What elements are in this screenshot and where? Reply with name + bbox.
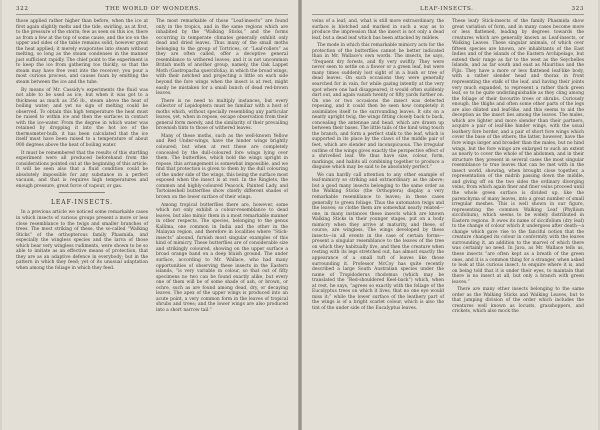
paragraph: In a previous article we noticed some remarkable cases in which insects of various groups present a more or less close resemblance to the twigs and smaller branches of trees. The most striking of these, the so-called “Walking Sticks” of the orthopterous family Phasmida, and especially the wingless species and the larva of those which bear very wingless rudiments, were shown to be so able to imitate as an effective means of protection, that they are as an adaptive defence in everybody; but in the pattern in which they feed; yet of its unusual adaptation when among the foliage in which they feed. (16, 210, 148, 271)
section-rule (59, 192, 105, 193)
running-head-left (16, 6, 288, 15)
running-title: LEAF-INSECTS. (419, 6, 474, 12)
left-column-1 (16, 19, 148, 315)
paragraph: There is no need to multiply instances, but every collector of Lepidoptera must be familiar with a host of moths which, without specially resembling any particular leaves, yet, when in repose, escape observation from their general form merely, and the similarity of their prevailing brownish tints to those of withered leaves. (156, 98, 288, 132)
left-column-2 (156, 19, 288, 315)
left-page (2, 0, 298, 430)
paragraph: By means of Mr. Cassidy's experiments the fluid was not able to be used as ice; but when it was got to a thickness as much as 356 lb., steam above the heat of boiling water; and yet no sign of melting could be observed. To obtain this high temperature the heat must be raised to within ice and then the surfaces in contact with the ice-water. From the degree in which water was retained by dropping it into the hot ice of the thermometer-bulb, it has been calculated that the ice itself must have been raised to a temperature of about 900 degrees above the heat of boiling water. (16, 87, 148, 149)
page-number: 323 (571, 6, 584, 12)
right-page (302, 0, 598, 430)
left-page-columns (16, 19, 288, 315)
paragraph: veins of a leaf; and, what is still more extraordinary, the surface is blotched and marked in such a way as to produce the impression that the insect is not only a dead leaf, but a dead leaf which has been attacked by mildew. (312, 19, 444, 41)
paragraph: The mode in which this remarkable mimicry acts for the protection of the butterflies cannot be better indicated than in Mr. Wallace's own words. The insects, he says, “frequent dry forests, and fly very swiftly. They were never seen to settle on a flower or a green leaf, but were many times suddenly lost sight of in a bush or tree of dead leaves. On such occasions they were generally searched for in vain, for while gazing intently at the very spot where one had disappeared, it would often suddenly dart out, and again vanish twenty or fifty yards further on. On one or two occasions the insect was detected reposing, and it could then be seen how completely it assimilates itself to the surrounding leaves. It sits on a nearly upright twig, the wings fitting closely back to back, concealing the antennae and head, which are drawn up between their bases. The little tails of the hind wing touch the branch, and form a perfect stalk to the leaf, which is supported in its place by the claws of the middle pair of feet, which are slender and inconspicuous. The irregular outline of the wings gives exactly the perspective effect of a shrivelled leaf. We thus have size, colour, form, markings, and habits all combining together to produce a disguise which may be said to be absolutely perfect.” (312, 43, 444, 171)
running-title: THE WORLD OF WONDERS. (105, 6, 201, 12)
paragraph: Among tropical butterflies there are, however, some which not only exhibit a colour-resemblance to dead leaves, but also mimic them in a most remarkable manner in other respects. The species, belonging to the genus Kallima, one common in India and the other in the Malayan region, and therefore in localities where “Stick-insects” abound, furnish most singular examples of this kind of mimicry. These butterflies are of considerable size and strikingly coloured, showing on the upper surface a broad orange band on a deep bluish ground. The under surface, according to Mr. Wallace, who had many opportunities of observing these insects in the Eastern islands, “is very variable in colour, so that out of fifty specimens no two can be found exactly alike, but every one of them will be of some shade of ash, or brown, or ochre, such as are found among dead, dry, or decaying leaves. The apex of the upper wings is produced into an acute point, a very common form in the leaves of tropical shrubs and trees; and the lower wings are also produced into a short narrow tail.” (156, 202, 288, 313)
page-number: 322 (16, 6, 29, 12)
right-column-1 (312, 19, 444, 317)
section-heading: LEAF-INSECTS. (50, 199, 114, 207)
paragraph: These leafy Stick-insects of the family Phasmida show great variation of form, and in many cases become more or less flattened, leading by degrees towards the creatures which are generally known as Leaf-insects, or Walking Leaves. These singular animals, of which over fifteen species are known, are inhabitants of the East Indies and of the islands of the Eastern Archipelago, but extend their range as far to the west as the Seychelles Islands, and as far south and east as Mauritius and the Fijis. They have a more or less flattened leaf-like body, with a rather slender head and thorax in front representing the stalk of the leaf, and having their joints very much expanded, to represent a rather thick green leaf, so to be quite undistinguishable as they cling among the foliage of their favourite trees or shrubs. Curiously enough, the thighs and often some other parts of the legs are also dilated and leaf-like, and this seems to aid the deception as the insect lies among the leaves. The males, which are lighter and more slender than their partners, acquire a pair of leaf-like hinder wings, with the usual leathery fore border, and a pair of short fore wings which cover the base of the others; the latter, however, have the fore wings larger and broader than the males, but no hind wings, but the fore wings are enlarged to such an extent as nearly to cover the whole of the abdomen, and in their structure they present in several cases the most singular resemblance to true leaves that can be met with in the insect world, showing, when brought close together, a representation of the midrib passing down the middle, and giving off on the two sides the ordinary diverging veins, from which again finer and finer veins proceed until the whole green surface is divided up, like the parenchyma of many leaves, into a great number of small irregular meshes. This is well shown in our figure, representing the common Walking Leaf (Phyllium siccifolium), which seems to be widely distributed in Eastern regions. It owes its name of siccifolium (dry leaf) to the change of colour which it undergoes after death—a change which gave rise to the fanciful notion that the creature changed its colour in conformity with the leaves surrounding it, an addition to the marvel of which there was certainly no need. In Java, as Mr. Wallace tells us, these insects “are often kept as a breath of the green ones, and it is a common thing for a stranger, when asked to look at this curious insect, to enquire where it is, and on being told that it is under their eyes, to maintain that there is no insect at all, but only a branch with green leaves.” (452, 19, 584, 285)
running-head-right (312, 6, 584, 15)
paragraph: There are many other insects belonging to the same order as the Walking Sticks and Walking Leaves, but to that jumping division of the order which includes the creatures well known as locusts, grasshoppers, and crickets, which also mock the (452, 287, 584, 315)
right-page-columns (312, 19, 584, 317)
paragraph: those applied rather higher than before, when the ice at first again slightly melts and the tide, swirling, as at first, to the pressure of the storm; few as seen on this ice, there as from a few at the top of some cause, and the ice on the upper and sides of the table remains solid, however great the heat applied; it merely evaporates into steam without melting, so long as the steam condenses in the manner just sufficient rapidly. The chief point to the experiment is to keep the ice from gathering too thickly, so that the steam may have free vent into the receiver; you pour a most curious process, and causes foam by emitting the steam between the ice and the tube. (16, 19, 148, 86)
right-column-2 (452, 19, 584, 317)
paragraph: It must be remembered that the results of this startling experiment were all produced beforehand from the considerations pointed out at the beginning of this article. It will be seen also that a fluid condition could be absolutely impossible for any substance in a perfect vacuum, and that is requires high temperatures and enough pressure, great force of vapour, or gas. (16, 150, 148, 189)
paragraph: We can hardly call attention to any other example of leaf-mimicry so striking and extraordinary as the above; but a good many insects belonging to the same order as the Walking Sticks (the Orthoptera) display a very remarkable resemblance to leaves; in these cases generally to green foliage. Thus the automaton twigs and the leaves; so clothe them are somewhat nearly related—one, in many instances these insects which are known Walking Sticks in their younger stages, put on a body mimicry when they arrive at maturity, and these, of course, are wingless. The wings developed by these insects—in all events in the case of certain forms—present a singular resemblance to the leaves of the tree on which they habitually live, and then the creature when resting with its legs stretched out, has almost exactly the appearance of a small tuft of leaves like those surrounding it. Professor McCoy has quite recently described a large South Australian species under the name of Tropidoderus rhodomus (which may be translated the “Red-shouldered Keel-back”) which, when at rest, he says, “agrees so exactly with the foliage of the Eucalyptus trees on which it lives, that no one eye would miss it;” while the lower surface of the leathery part of the wings is of a bright scarlet colour, which is also the tint of the under side of the Eucalyptus leaves. (312, 172, 444, 311)
paragraph: Many of these moths, such as the well-known Yellow and Red Under-wings, have the hinder wings brightly coloured; but when at rest these are completely concealed by the dull-coloured fore wings lying over them. The butterflies, which hold the wings upright in repose, this arrangement is somewhat impossible, and we find that protection is given to them by the dull colouring of the under side of the wings, this being the surface most exposed when the insect is at rest. In the Ringlets, the common and highly-coloured Peacock, Painted Lady, and Tortoiseshell butterflies show chiefly different shades of brown on the lower surface of their wings. (156, 133, 288, 200)
paragraph: The most remarkable of those “Leaf-insects” are found only in the tropics, and in the same regions which are inhabited by the “Walking Sticks,” and the forms occurring in temperate climates generally exhibit only dead and dried leaves. Thus many of the small moths belonging to the group of Tortrices, or “Leaf-rollers” as they are often called, offer a deceptive general resemblance to withered leaves; and it is not uncommon British moth of another group, namely, the Oak Lappet Moth (Gastropacha quercifolia), in which the broad wings, with their notched and projecting a little on each side beyond the fore wings when the insect is at rest, might easily be mistaken for a small bunch of dead red-brown leaves. (156, 19, 288, 97)
